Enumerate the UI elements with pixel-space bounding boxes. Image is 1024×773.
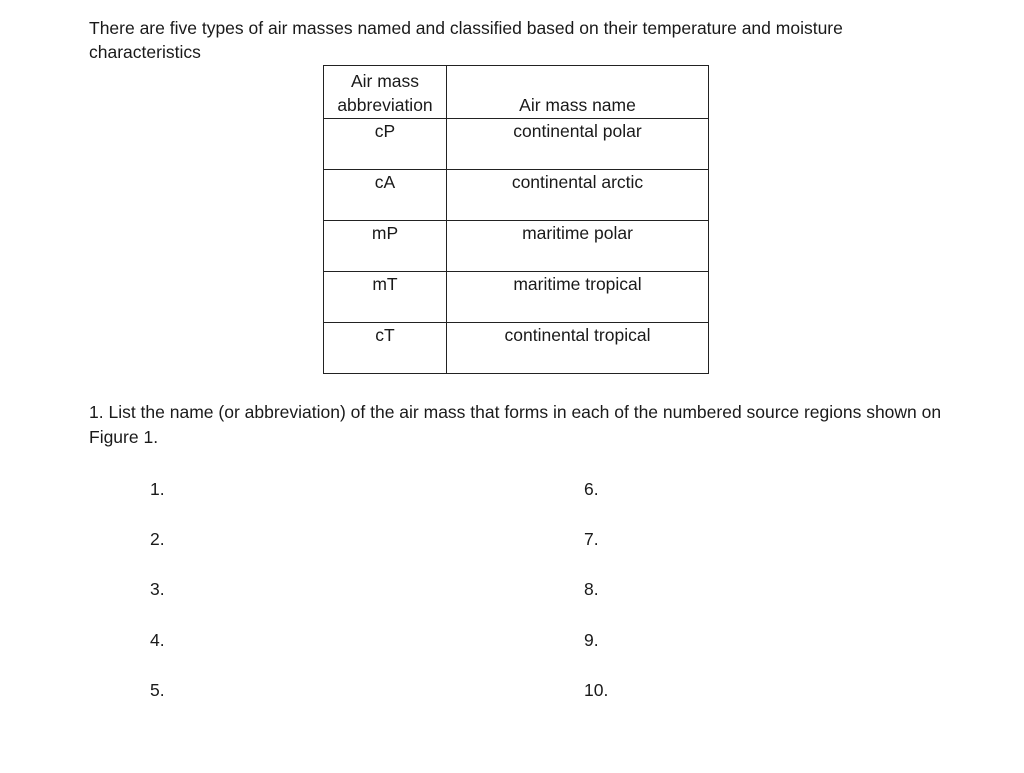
answer-label: 5. xyxy=(150,680,165,700)
name-cell: maritime tropical xyxy=(447,272,709,323)
table-row xyxy=(324,170,709,221)
table-row xyxy=(324,221,709,272)
table-row xyxy=(324,272,709,323)
answer-label: 2. xyxy=(150,529,165,549)
name-cell: continental arctic xyxy=(447,170,709,221)
header-abbreviation xyxy=(324,66,447,119)
abbr-cell: mT xyxy=(324,272,447,323)
answer-label: 6. xyxy=(584,479,599,499)
answer-label: 9. xyxy=(584,630,599,650)
air-mass-table xyxy=(323,65,709,374)
table-header-row xyxy=(324,66,709,119)
abbr-cell: cP xyxy=(324,119,447,170)
table-row xyxy=(324,323,709,374)
answer-label: 3. xyxy=(150,579,165,599)
table-row xyxy=(324,119,709,170)
name-cell: continental tropical xyxy=(447,323,709,374)
abbr-cell: cT xyxy=(324,323,447,374)
abbr-cell: mP xyxy=(324,221,447,272)
answer-label: 7. xyxy=(584,529,599,549)
header-name: Air mass name xyxy=(447,66,709,119)
name-cell: maritime polar xyxy=(447,221,709,272)
question-text: 1. List the name (or abbreviation) of the air mass that forms in each of the numbered source regions shown on Figure 1. xyxy=(89,402,942,447)
answer-label: 4. xyxy=(150,630,165,650)
header-abbreviation-line2: abbreviation xyxy=(337,95,433,115)
answer-label: 10. xyxy=(584,680,609,700)
answer-label: 8. xyxy=(584,579,599,599)
name-cell: continental polar xyxy=(447,119,709,170)
answer-label: 1. xyxy=(150,479,165,499)
header-abbreviation-line1: Air mass xyxy=(350,71,420,91)
abbr-cell: cA xyxy=(324,170,447,221)
intro-text: There are five types of air masses named and classified based on their temperature and moisture characteristics xyxy=(89,18,843,62)
